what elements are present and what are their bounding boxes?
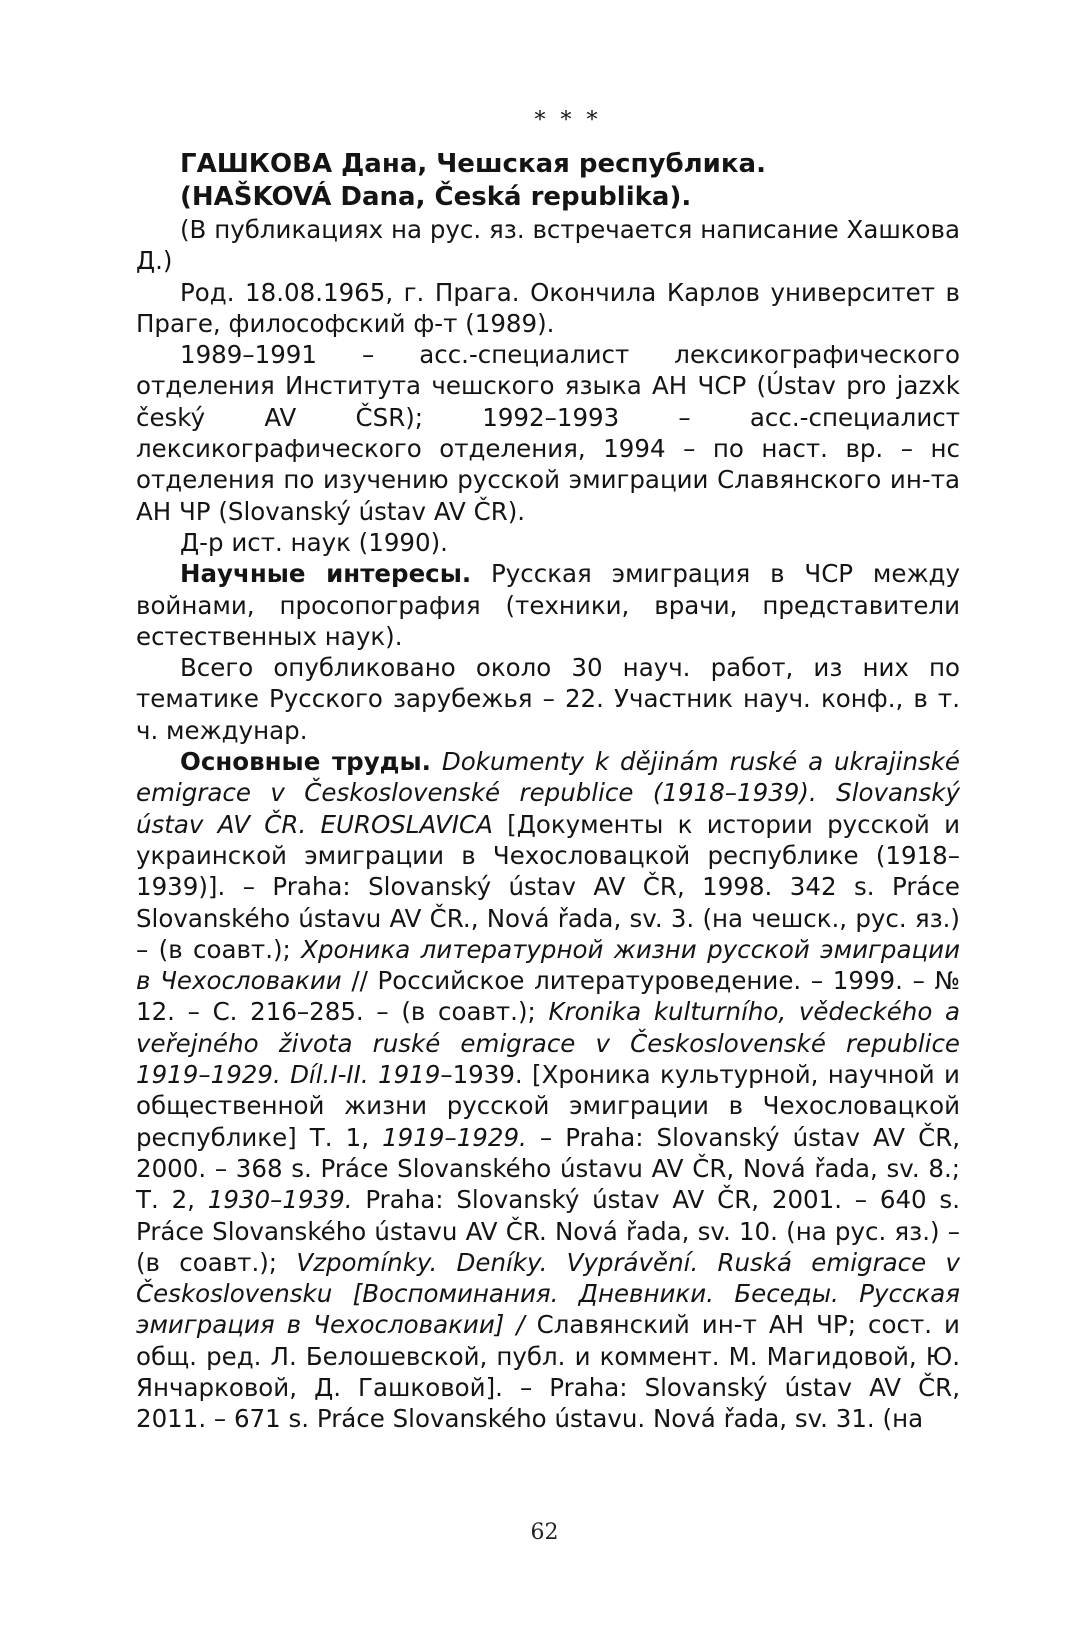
work-title: Хроника литературной жизни русской эмиграции в Чехословакии	[136, 934, 960, 996]
work-details: – Praha: Slovanský ústav AV ČR, 2000. – 368 s. Práce Slovanského ústavu AV ČR, Nová řada, sv. 8.; Т. 2,	[136, 1122, 961, 1215]
work-title: Vzpomínky. Deníky. Vyprávění. Ruská emigrace v Československu [Воспоминания. Дневники. Беседы. Русская эмиграция в Чехословакии] /	[136, 1247, 960, 1340]
works-label: Основные труды.	[180, 747, 431, 777]
section-separator: * * *	[534, 108, 602, 133]
academic-degree: Д-р ист. наук (1990).	[180, 527, 448, 557]
birth-education: Род. 18.08.1965, г. Прага. Окончила Карлов университет в Праге, философский ф-т (1989).	[136, 277, 960, 338]
interests-text: Русская эмиграция в ЧСР между войнами, просопография (техники, врачи, представители естественных наук).	[136, 559, 960, 651]
interests-label: Научные интересы.	[180, 559, 472, 589]
work-details	[431, 747, 442, 776]
works-list	[136, 747, 960, 1433]
work-details: Praha: Slovanský ústav AV ČR, 2001. – 640 s. Práce Slovanského ústavu AV ČR. Nová řada, sv. 10. (на рус. яз.) – (в соавт.);	[136, 1185, 960, 1277]
career-paragraph: 1989–1991 – асс.-специалист лексикографического отделения Института чешского языка АН ЧСР (Ústav pro jazxk český AV ČSR); 1992–1993 – асс.-специалист лексикографического отделения, 1994 – по наст. вр. – нс отделения по изучению русской эмиграции Славянского ин-та АН ЧР (Slovanský ústav AV ČR).	[136, 340, 960, 526]
work-title: Kronika kulturního, vědeckého a veřejného života ruské emigrace v Československé republice 1919–1929. Díl.I-II. 1919	[136, 997, 961, 1090]
entry-title-cz: (HAŠKOVÁ Dana, Česká republika).	[180, 182, 692, 212]
publication-count: Всего опубликовано около 30 науч. работ, из них по тематике Русского зарубежья – 22. Участник науч. конф., в т. ч. междунар.	[136, 653, 960, 745]
work-details: [Документы к истории русской и украинской эмиграции в Чехословацкой республике (1918–1939)]. – Praha: Slovanský ústav AV ČR, 1998. 342 s. Práce Slovanského ústavu AV ČR., Nová řada, sv. 3. (на чешск., рус. яз.) – (в соавт.);	[136, 809, 960, 964]
page-content	[136, 106, 960, 1435]
main-works	[136, 746, 960, 1435]
work-details: Славянский ин-т АН ЧР; сост. и общ. ред. Л. Белошевской, публ. и коммент. М. Магидовой, Ю. Янчарковой, Д. Гашковой]. – Praha: Slovanský ústav AV ČR, 2011. – 671 s. Práce Slovanského ústavu. Nová řada, sv. 31. (на	[136, 1310, 960, 1434]
work-details: // Российское литературоведение. – 1999. – № 12. – С. 216–285. – (в соавт.);	[136, 966, 960, 1027]
spelling-note: (В публикациях на рус. яз. встречается написание Хашкова Д.)	[136, 215, 960, 276]
work-title: 1930–1939.	[207, 1185, 353, 1215]
work-title: Dokumenty k dějinám ruské a ukrajinské emigrace v Československé republice (1918–1939). Slovanský ústav AV ČR. EUROSLAVICA	[136, 747, 960, 839]
work-title: 1919–1929.	[382, 1122, 527, 1152]
page-number: 62	[530, 1520, 559, 1545]
research-interests	[136, 558, 960, 652]
entry-title-ru: ГАШКОВА Дана, Чешская республика.	[180, 149, 766, 179]
work-details: –1939. [Хроника культурной, научной и общественной жизни русской эмиграции в Чехословацкой республике] Т. 1,	[136, 1060, 960, 1152]
